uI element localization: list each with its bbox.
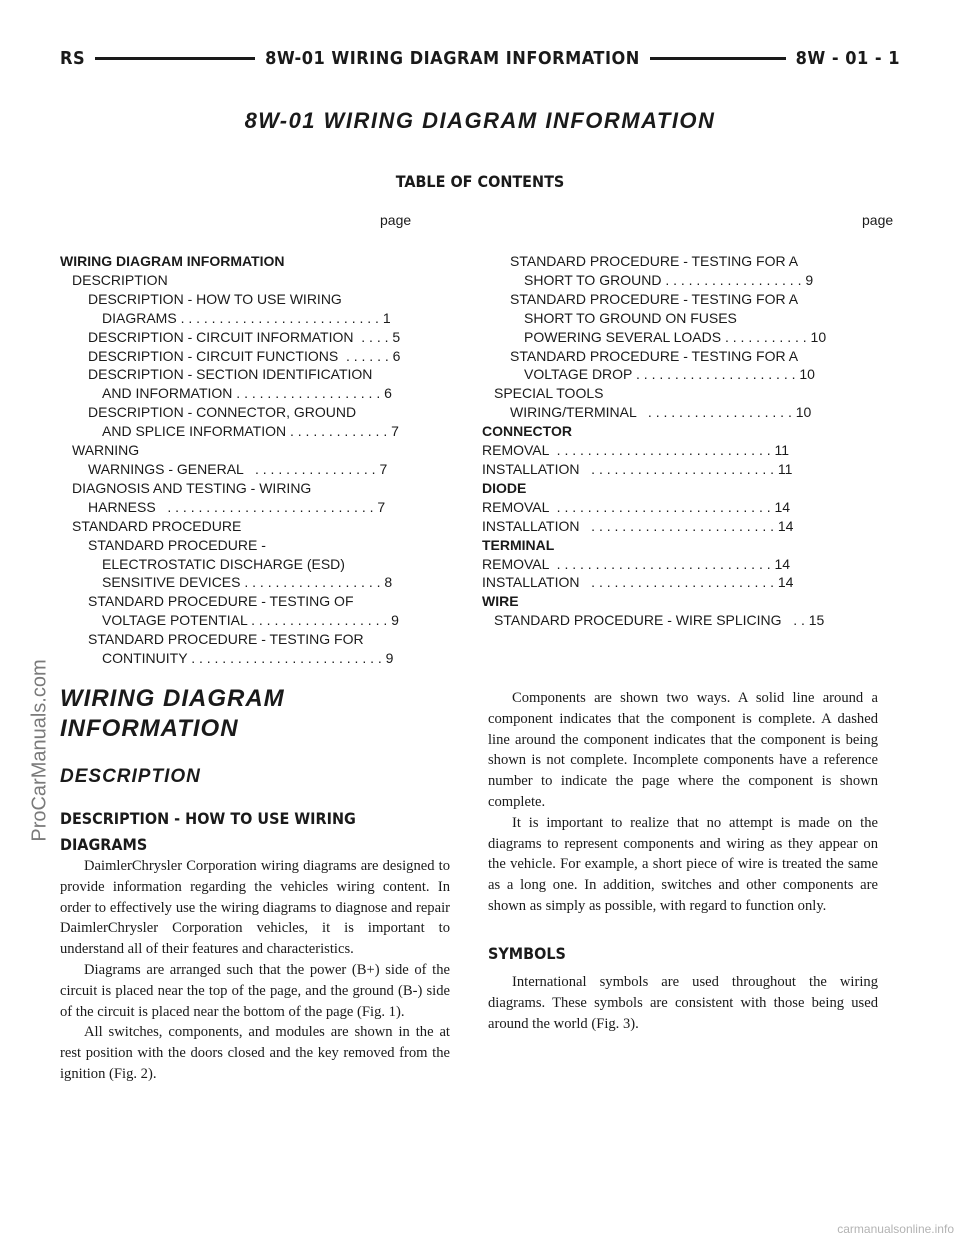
header-section-code: RS bbox=[60, 47, 86, 69]
toc-entry: DESCRIPTION - HOW TO USE WIRING bbox=[88, 290, 342, 307]
toc-entry: STANDARD PROCEDURE - TESTING FOR A bbox=[510, 347, 799, 364]
paragraph: All switches, components, and modules are shown in the at rest position with the doors closed and the key removed from the ignition (Fig. 2). bbox=[60, 1024, 450, 1082]
page-title: 8W-01 WIRING DIAGRAM INFORMATION bbox=[244, 108, 716, 133]
header-page-number: 8W - 01 - 1 bbox=[795, 47, 900, 69]
body-right-column bbox=[488, 688, 878, 917]
toc-entry: STANDARD PROCEDURE bbox=[72, 517, 242, 534]
paragraph: Components are shown two ways. A solid line around a component indicates that the component is complete. A dashed line around the component indicates that the component is being shown is not complete. Incomplete components have a reference number to indicate the page where the component is shown complete. bbox=[488, 690, 878, 810]
header-rule-right bbox=[650, 57, 786, 60]
toc-entry: REMOVAL . . . . . . . . . . . . . . . . . . . . . . . . . . . . 11 bbox=[482, 442, 790, 459]
toc-entry: INSTALLATION . . . . . . . . . . . . . . . . . . . . . . . . 11 bbox=[482, 460, 793, 477]
paragraph: DaimlerChrysler Corporation wiring diagrams are designed to provide information regarding the vehicles wiring content. In order to effectively use the wiring diagrams to diagnose and repair DaimlerChrysler Corporation vehicles, it is important to understand all of their features and characteristics. bbox=[60, 858, 450, 958]
toc-entry: DESCRIPTION - CIRCUIT FUNCTIONS . . . . . . 6 bbox=[88, 347, 401, 364]
toc-entry: STANDARD PROCEDURE - TESTING FOR A bbox=[510, 253, 799, 269]
section-heading: WIRING DIAGRAM INFORMATION bbox=[60, 685, 285, 742]
toc-entry: SPECIAL TOOLS bbox=[494, 385, 604, 402]
toc-entry: CONTINUITY . . . . . . . . . . . . . . . . . . . . . . . . . 9 bbox=[102, 650, 394, 667]
toc-entry: DIAGNOSIS AND TESTING - WIRING bbox=[72, 479, 312, 496]
running-header bbox=[60, 44, 900, 72]
toc-title: TABLE OF CONTENTS bbox=[395, 172, 565, 191]
toc-entry: POWERING SEVERAL LOADS . . . . . . . . . . . 10 bbox=[524, 328, 827, 345]
symbols-heading: SYMBOLS bbox=[488, 944, 566, 963]
subsubsection-heading: DESCRIPTION - HOW TO USE WIRING DIAGRAMS bbox=[60, 809, 356, 854]
toc-entry: DIODE bbox=[482, 479, 527, 496]
toc-entry: WIRING DIAGRAM INFORMATION bbox=[60, 253, 285, 269]
body-left-column bbox=[60, 856, 450, 1085]
paragraph: Diagrams are arranged such that the power (B+) side of the circuit is placed near the top of the page, and the ground (B-) side of the circuit is placed near the bottom of the page (Fig. 1). bbox=[60, 961, 450, 1020]
toc-entry: SHORT TO GROUND . . . . . . . . . . . . . . . . . . 9 bbox=[524, 271, 814, 288]
watermark-bottom: carmanualsonline.info bbox=[837, 1222, 954, 1236]
toc-entry: DESCRIPTION bbox=[72, 271, 168, 288]
toc-entry: ELECTROSTATIC DISCHARGE (ESD) bbox=[102, 555, 345, 572]
toc-entry: WIRE bbox=[482, 593, 519, 610]
toc-entry: VOLTAGE POTENTIAL . . . . . . . . . . . . . . . . . . 9 bbox=[102, 612, 399, 629]
toc-entry: DESCRIPTION - SECTION IDENTIFICATION bbox=[88, 366, 373, 383]
toc-entry: STANDARD PROCEDURE - TESTING FOR bbox=[88, 631, 364, 648]
toc-entry: AND SPLICE INFORMATION . . . . . . . . . . . . . 7 bbox=[102, 423, 399, 440]
toc-entry: STANDARD PROCEDURE - WIRE SPLICING . . 15 bbox=[494, 612, 825, 629]
header-rule-left bbox=[95, 57, 255, 60]
toc-entry: WARNING bbox=[72, 442, 140, 459]
toc-entry: DESCRIPTION - CONNECTOR, GROUND bbox=[88, 404, 357, 421]
toc-entry: STANDARD PROCEDURE - TESTING OF bbox=[88, 593, 354, 610]
toc-entry: SHORT TO GROUND ON FUSES bbox=[524, 309, 737, 326]
toc-entry: STANDARD PROCEDURE - TESTING FOR A bbox=[510, 290, 799, 307]
paragraph: It is important to realize that no attempt is made on the diagrams to represent components and wiring as they appear on the vehicle. For example, a short piece of wire is treated the same as a long one. In addition, switches and other components are shown as simply as possible, with regard to function only. bbox=[488, 814, 878, 914]
toc-entry: CONNECTOR bbox=[482, 423, 572, 440]
paragraph: International symbols are used throughout the wiring diagrams. These symbols are consistent with those being used around the world (Fig. 3). bbox=[488, 974, 878, 1032]
toc-page-label-right: page bbox=[862, 212, 894, 228]
header-title: 8W-01 WIRING DIAGRAM INFORMATION bbox=[265, 47, 640, 69]
toc-left-column bbox=[60, 252, 450, 668]
toc-right-column bbox=[482, 252, 872, 630]
toc-entry: DESCRIPTION - CIRCUIT INFORMATION . . . . 5 bbox=[88, 328, 401, 345]
toc-entry: WARNINGS - GENERAL . . . . . . . . . . . . . . . . 7 bbox=[88, 460, 388, 477]
watermark-side bbox=[20, 500, 60, 1000]
toc-entry: HARNESS . . . . . . . . . . . . . . . . . . . . . . . . . . . 7 bbox=[88, 498, 386, 515]
toc-entry: STANDARD PROCEDURE - bbox=[88, 536, 266, 553]
toc-entry: VOLTAGE DROP . . . . . . . . . . . . . . . . . . . . . 10 bbox=[524, 366, 815, 383]
toc-entry: WIRING/TERMINAL . . . . . . . . . . . . . . . . . . . 10 bbox=[510, 404, 812, 421]
toc-entry: REMOVAL . . . . . . . . . . . . . . . . . . . . . . . . . . . . 14 bbox=[482, 555, 791, 572]
toc-page-label-left: page bbox=[380, 212, 412, 228]
toc-entry: AND INFORMATION . . . . . . . . . . . . . . . . . . . 6 bbox=[102, 385, 392, 402]
symbols-body bbox=[488, 972, 878, 1034]
toc-entry: TERMINAL bbox=[482, 536, 555, 553]
toc-entry: DIAGRAMS . . . . . . . . . . . . . . . . . . . . . . . . . . 1 bbox=[102, 309, 391, 326]
toc-entry: REMOVAL . . . . . . . . . . . . . . . . . . . . . . . . . . . . 14 bbox=[482, 498, 791, 515]
toc-entry: INSTALLATION . . . . . . . . . . . . . . . . . . . . . . . . 14 bbox=[482, 517, 794, 534]
toc-entry: INSTALLATION . . . . . . . . . . . . . . . . . . . . . . . . 14 bbox=[482, 574, 794, 591]
subsection-heading: DESCRIPTION bbox=[60, 766, 201, 787]
toc-entry: SENSITIVE DEVICES . . . . . . . . . . . . . . . . . . 8 bbox=[102, 574, 393, 591]
watermark-side-text: ProCarManuals.com bbox=[28, 658, 51, 842]
